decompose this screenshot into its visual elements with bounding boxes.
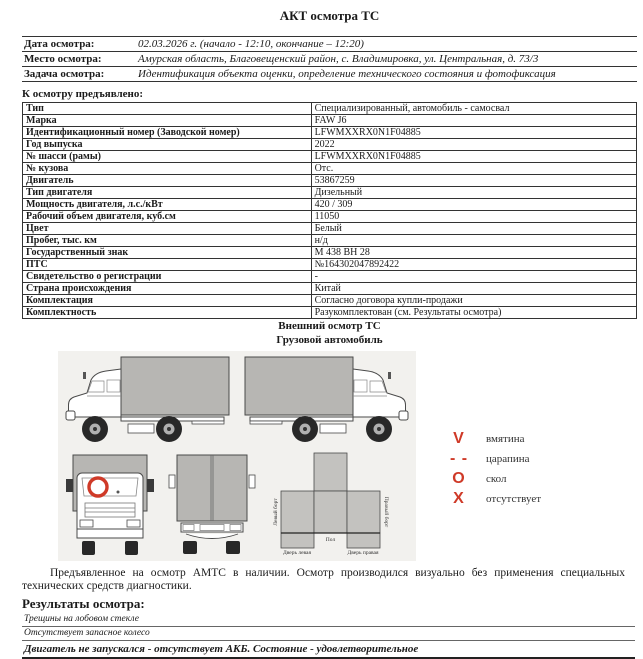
table-row [23, 223, 637, 235]
legend-label: отсутствует [486, 493, 542, 505]
table-row [23, 259, 637, 271]
damage-legend [446, 429, 541, 509]
closing-paragraph: Предъявленное на осмотр АМТС в наличии. Осмотр производился визуально без применения специальных технических средств диагностики. [22, 567, 625, 592]
results-heading: Результаты осмотра: [22, 596, 145, 611]
box-door-left-label: Дверь левая [282, 550, 312, 556]
veh-value: н/д [311, 235, 636, 247]
table-row [23, 103, 637, 115]
veh-value: Белый [311, 223, 636, 235]
veh-label: Комплектация [23, 295, 312, 307]
result-line-engine: Двигатель не запускался - отсутствует АКБ. Состояние - удовлетворительное [22, 641, 635, 659]
legend-label: вмятина [486, 433, 525, 445]
veh-value: 53867259 [311, 175, 636, 187]
veh-label: Страна происхождения [23, 283, 312, 295]
external-inspection-heading: Внешний осмотр ТС [278, 320, 381, 332]
veh-label: Мощность двигателя, л.с./кВт [23, 199, 312, 211]
veh-value: М 438 ВН 28 [311, 247, 636, 259]
veh-label: Комплектность [23, 307, 312, 319]
veh-label: № шасси (рамы) [23, 151, 312, 163]
table-row [23, 187, 637, 199]
veh-label: Цвет [23, 223, 312, 235]
legend-item-chip [446, 469, 541, 489]
veh-label: Идентификационный номер (Заводской номер) [23, 127, 312, 139]
box-right-side-label: Правый борт [383, 496, 389, 528]
legend-item-dent [446, 429, 541, 449]
table-row [23, 307, 637, 319]
box-left-side-label: Левый борт [273, 498, 279, 526]
table-row [23, 247, 637, 259]
chip-symbol-icon: O [452, 470, 466, 487]
veh-label: Тип двигателя [23, 187, 312, 199]
veh-value: - [311, 271, 636, 283]
table-row [23, 139, 637, 151]
veh-label: Рабочий объем двигателя, куб.см [23, 211, 312, 223]
box-door-right-label: Дверь правая [347, 550, 379, 556]
table-row [23, 127, 637, 139]
truck-diagram-panel [58, 351, 416, 561]
veh-label: Государственный знак [23, 247, 312, 259]
vehicle-kind-heading: Грузовой автомобиль [276, 334, 383, 346]
result-line: Отсутствует запасное колесо [22, 627, 635, 641]
table-row [23, 295, 637, 307]
veh-value: 2022 [311, 139, 636, 151]
veh-value: Отс. [311, 163, 636, 175]
dent-symbol-icon: V [453, 430, 465, 447]
legend-label: скол [486, 473, 507, 485]
veh-value: Специализированный, автомобиль - самосвал [311, 103, 636, 115]
info-label: Дата осмотра: [22, 37, 136, 52]
info-value: Идентификация объекта оценки, определение технического состояния и фотофиксация [136, 67, 637, 82]
table-row [22, 37, 637, 52]
truck-front-view-icon [64, 453, 156, 557]
veh-label: Пробег, тыс. км [23, 235, 312, 247]
veh-value: LFWMXXRX0N1F04885 [311, 151, 636, 163]
veh-label: Двигатель [23, 175, 312, 187]
table-row [23, 175, 637, 187]
presented-heading: К осмотру предъявлено: [22, 88, 144, 100]
info-value: 02.03.2026 г. (начало - 12:10, окончание – 12:20) [136, 37, 637, 52]
legend-item-scratch [446, 449, 541, 469]
cargo-box-unfold-diagram [268, 451, 394, 557]
veh-value: Согласно договора купли-продажи [311, 295, 636, 307]
scratch-symbol-icon: - - [449, 450, 469, 467]
table-row [23, 199, 637, 211]
table-row [23, 163, 637, 175]
info-label: Место осмотра: [22, 52, 136, 67]
veh-label: Марка [23, 115, 312, 127]
veh-value: LFWMXXRX0N1F04885 [311, 127, 636, 139]
table-row [23, 271, 637, 283]
inspection-info-table [22, 36, 637, 82]
truck-side-view-left-icon [64, 355, 232, 445]
veh-value: 420 / 309 [311, 199, 636, 211]
table-row [23, 115, 637, 127]
legend-label: царапина [486, 453, 530, 465]
veh-value: Китай [311, 283, 636, 295]
legend-item-missing [446, 489, 541, 509]
veh-value: 11050 [311, 211, 636, 223]
table-row [23, 211, 637, 223]
damage-diagram-section [58, 351, 637, 561]
result-line: Трещины на лобовом стекле [22, 613, 635, 627]
truck-side-view-right-icon [242, 355, 410, 445]
table-row [23, 235, 637, 247]
page-title: АКТ осмотра ТС [279, 8, 380, 23]
veh-value: №164302047892422 [311, 259, 636, 271]
veh-label: Свидетельство о регистрации [23, 271, 312, 283]
veh-label: ПТС [23, 259, 312, 271]
veh-value: FAW J6 [311, 115, 636, 127]
missing-symbol-icon: X [453, 490, 465, 507]
veh-value: Разукомплектован (см. Результаты осмотра) [311, 307, 636, 319]
box-floor-label: Пол [325, 537, 336, 543]
table-row [22, 52, 637, 67]
info-label: Задача осмотра: [22, 67, 136, 82]
table-row [23, 283, 637, 295]
table-row [22, 67, 637, 82]
table-row [23, 151, 637, 163]
info-value: Амурская область, Благовещенский район, с. Владимировка, ул. Центральная, д. 73/3 [136, 52, 637, 67]
veh-value: Дизельный [311, 187, 636, 199]
vehicle-details-table [22, 102, 637, 319]
veh-label: Тип [23, 103, 312, 115]
veh-label: Год выпуска [23, 139, 312, 151]
veh-label: № кузова [23, 163, 312, 175]
truck-rear-view-icon [166, 453, 258, 557]
